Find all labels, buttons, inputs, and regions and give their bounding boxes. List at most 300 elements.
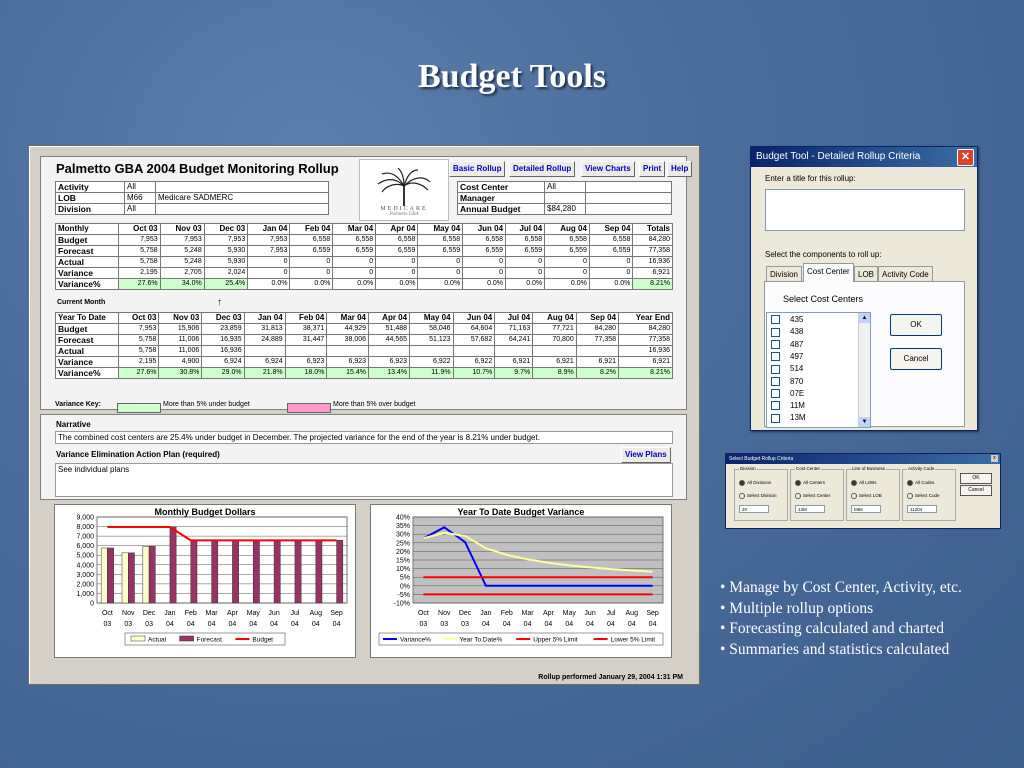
x-tick-label: 04 [544,621,553,628]
table-cell[interactable]: 24,889 [244,335,285,346]
info-desc [156,204,329,215]
table-cell[interactable]: 5,930 [204,246,248,257]
table-cell[interactable]: 6,921 [495,357,533,368]
ytd-chart [370,504,672,658]
total-cell[interactable]: 77,358 [633,246,673,257]
table-cell[interactable]: 0 [290,257,333,268]
table-cell[interactable]: 6,923 [327,357,369,368]
monthly-chart-title: Monthly Budget Dollars [154,507,256,517]
criteria-group [790,466,844,521]
table-cell[interactable]: 0.0% [545,279,590,290]
table-cell[interactable]: 27.6% [119,279,161,290]
cost-center-label: 07E [790,388,805,398]
checkbox[interactable] [771,414,780,423]
month-header: Mar 04 [333,224,376,235]
criteria-select[interactable]: M66 [851,505,881,513]
table-cell[interactable] [576,346,618,357]
table-cell[interactable]: 44,929 [327,324,369,335]
total-cell[interactable]: 84,280 [633,235,673,246]
table-cell[interactable] [327,346,369,357]
bar-actual [122,553,128,603]
x-tick-label: Jan [480,610,492,617]
cost-center-label: 11M [790,401,805,411]
month-header: Jun 04 [463,224,506,235]
table-cell[interactable]: 6,923 [369,357,410,368]
table-cell[interactable] [369,346,410,357]
table-cell[interactable]: 6,558 [333,235,376,246]
table-cell[interactable]: 38,006 [327,335,369,346]
rollup-footer: Rollup performed January 29, 2004 1:31 PM [538,674,683,681]
close-icon[interactable]: ✕ [957,149,974,166]
table-cell[interactable]: 5,248 [160,257,204,268]
legend-label: Budget [252,636,274,644]
table-cell[interactable]: 6,558 [290,235,333,246]
bullet-item: • Manage by Cost Center, Activity, etc. [720,579,962,596]
month-header: Apr 04 [369,313,410,324]
help-button[interactable]: Help [667,161,692,177]
table-cell[interactable]: 38,371 [285,324,327,335]
y-tick-label: 25% [395,540,410,548]
table-cell[interactable]: 6,559 [463,246,506,257]
table-cell[interactable]: 70,800 [533,335,576,346]
table-cell[interactable]: 2,195 [119,357,159,368]
table-cell[interactable]: 6,924 [202,357,244,368]
radio-select[interactable] [795,493,830,499]
table-cell[interactable]: 30.8% [159,368,202,379]
criteria-select[interactable]: 20 [739,505,769,513]
table-cell[interactable]: 51,488 [369,324,410,335]
rollup-title-input[interactable] [765,189,965,231]
detailed-rollup-button[interactable]: Detailed Rollup [509,161,575,177]
table-cell[interactable]: 2,024 [204,268,248,279]
radio-icon[interactable] [907,493,913,499]
table-cell[interactable]: 6,559 [290,246,333,257]
table-cell[interactable]: 0 [333,268,376,279]
table-cell[interactable]: 0 [506,257,545,268]
table-cell[interactable]: 6,559 [506,246,545,257]
table-cell[interactable]: 6,559 [376,246,418,257]
radio-label: Select Center [803,493,831,499]
y-tick-label: 5% [399,574,410,582]
radio-all[interactable] [907,480,934,486]
table-cell[interactable] [495,346,533,357]
x-tick-label: Jun [584,610,596,617]
info-value[interactable]: M66 [125,193,156,204]
checkbox[interactable] [771,377,780,386]
tab-cost-center[interactable]: Cost Center [803,263,854,282]
table-cell[interactable]: 0 [418,257,463,268]
table-header-label: Monthly [56,224,119,235]
table-cell[interactable] [244,346,285,357]
x-tick-label: 04 [311,621,320,628]
under-budget-swatch [117,403,161,413]
table-cell[interactable]: 6,558 [418,235,463,246]
tab-lob[interactable]: LOB [854,266,878,282]
table-cell[interactable]: 6,559 [589,246,633,257]
radio-select[interactable] [907,493,940,499]
table-cell[interactable]: 5,930 [204,257,248,268]
y-tick-label: 7,000 [76,533,94,541]
checkbox[interactable] [771,389,780,398]
checkbox[interactable] [771,328,780,337]
cost-center-item[interactable] [767,412,806,423]
table-cell[interactable]: 6,559 [333,246,376,257]
table-cell[interactable]: 0 [248,268,290,279]
table-cell[interactable]: 6,921 [533,357,576,368]
table-cell[interactable]: 64,241 [495,335,533,346]
tab-activity-code[interactable]: Activity Code [878,266,933,282]
table-cell[interactable]: 18.0% [285,368,327,379]
close-icon[interactable]: x [991,455,998,462]
y-tick-label: 30% [395,531,410,539]
row-label: Variance [56,357,119,368]
month-header: Jan 04 [248,224,290,235]
x-tick-label: May [562,610,576,617]
bar-forecast [128,553,134,603]
radio-icon[interactable] [795,493,801,499]
x-tick-label: 04 [249,621,258,628]
criteria-select[interactable]: 13M [795,505,825,513]
y-tick-label: 8,000 [76,524,94,532]
ytd-chart-title: Year To Date Budget Variance [457,507,585,517]
checkbox[interactable] [771,401,780,410]
table-cell[interactable]: 15,906 [159,324,202,335]
table-cell[interactable]: 0 [589,268,633,279]
table-cell[interactable]: 0.0% [463,279,506,290]
table-cell[interactable]: 0 [463,268,506,279]
table-row [56,368,673,379]
x-tick-label: 04 [607,621,615,628]
table-cell[interactable]: 0 [589,257,633,268]
table-cell[interactable]: 7,953 [119,324,159,335]
table-cell[interactable]: 0 [463,257,506,268]
table-cell[interactable]: 4,900 [159,357,202,368]
logo-sub: Palmetto GBA [389,212,419,217]
scroll-down-icon[interactable]: ▼ [859,417,870,427]
table-cell[interactable]: 51,123 [410,335,454,346]
table-cell[interactable]: 6,924 [244,357,285,368]
radio-icon[interactable] [795,480,801,486]
info-desc: Medicare SADMERC [156,193,329,204]
checkbox[interactable] [771,315,780,324]
radio-all[interactable] [795,480,825,486]
tab-division[interactable]: Division [766,266,802,282]
table-cell[interactable]: 29.0% [202,368,244,379]
y-tick-label: 0% [399,583,410,591]
x-tick-label: May [246,610,260,617]
over-budget-label: More than 5% over budget [333,401,416,408]
table-cell[interactable]: 0 [506,268,545,279]
total-cell[interactable]: 16,936 [619,346,673,357]
table-cell[interactable]: 8.2% [576,368,618,379]
cost-center-item[interactable] [767,351,803,362]
bar-forecast [253,540,259,603]
x-tick-label: 04 [523,621,532,628]
scroll-up-icon[interactable]: ▲ [859,313,870,323]
table-cell[interactable]: 6,558 [545,235,590,246]
action-plan-text[interactable]: See individual plans [55,463,673,497]
table-cell[interactable]: 0.0% [333,279,376,290]
y-tick-label: 4,000 [76,562,94,570]
table-cell[interactable]: 0 [545,257,590,268]
table-cell[interactable]: 44,565 [369,335,410,346]
radio-all[interactable] [851,480,877,486]
x-tick-label: Jun [268,610,280,617]
x-tick-label: Feb [184,610,197,617]
radio-select[interactable] [851,493,882,499]
table-cell[interactable]: 6,558 [506,235,545,246]
cost-center-label: 438 [790,327,804,337]
monthly-chart-svg [55,505,355,657]
month-header: Nov 03 [160,224,204,235]
month-header: Apr 04 [376,224,418,235]
cost-center-item[interactable] [767,376,803,387]
ok-button[interactable]: OK [960,473,992,484]
bar-forecast [191,540,197,603]
table-cell[interactable]: 5,248 [160,246,204,257]
table-cell[interactable] [410,346,454,357]
table-cell[interactable]: 0.0% [290,279,333,290]
table-cell[interactable]: 15.4% [327,368,369,379]
table-cell[interactable]: 27.6% [119,368,159,379]
palmetto-tree-icon [374,168,434,206]
radio-label: Select Division [747,493,777,499]
y-tick-label: 40% [395,514,410,522]
table-cell[interactable]: 6,923 [285,357,327,368]
radio-all[interactable] [739,480,771,486]
cost-center-item[interactable] [767,388,804,399]
table-cell[interactable]: 13.4% [369,368,410,379]
x-tick-label: 04 [502,621,511,628]
table-cell[interactable]: 7,953 [248,246,290,257]
criteria-select[interactable]: 11204 [907,505,937,513]
table-cell[interactable]: 0 [290,268,333,279]
table-header-row [56,224,673,235]
table-cell[interactable]: 64,604 [453,324,495,335]
y-tick-label: 1,000 [76,590,94,598]
current-month-label: Current Month [57,299,106,306]
table-cell[interactable]: 11.9% [410,368,454,379]
radio-label: All Divisions [747,480,772,486]
table-row [56,268,673,279]
table-cell[interactable]: 16,936 [202,346,244,357]
slide-title: Budget Tools [417,58,607,95]
table-cell[interactable]: 0 [248,257,290,268]
x-tick-label: 04 [270,621,278,628]
cost-center-item[interactable] [767,400,805,411]
table-cell[interactable]: 77,358 [576,335,618,346]
row-label: Budget [56,324,119,335]
table-cell[interactable]: 0.0% [589,279,633,290]
y-tick-label: 20% [395,548,410,556]
table-cell[interactable]: 84,280 [576,324,618,335]
cost-center-item[interactable] [767,339,803,350]
table-row [56,346,673,357]
total-cell[interactable]: 8.21% [633,279,673,290]
table-cell[interactable]: 2,195 [119,268,161,279]
table-cell[interactable]: 34.0% [160,279,204,290]
info-label: LOB [56,193,125,204]
info-value[interactable]: $84,280 [545,204,586,215]
cost-center-item[interactable] [767,363,803,374]
table-cell[interactable]: 8.9% [533,368,576,379]
x-tick-label: 03 [461,621,469,628]
table-cell[interactable]: 6,922 [410,357,454,368]
table-cell[interactable]: 5,758 [119,257,161,268]
x-tick-label: 04 [291,621,299,628]
x-tick-label: 03 [103,621,112,628]
table-cell[interactable]: 0.0% [248,279,290,290]
ytd-table [55,312,673,379]
x-tick-label: 04 [186,621,195,628]
table-cell[interactable]: 0 [333,257,376,268]
table-cell[interactable]: 0 [545,268,590,279]
x-tick-label: Jul [606,610,616,617]
table-cell[interactable]: 9.7% [495,368,533,379]
table-cell[interactable]: 6,922 [453,357,495,368]
table-cell[interactable]: 10.7% [453,368,495,379]
checkbox[interactable] [771,365,780,374]
table-cell[interactable]: 7,953 [204,235,248,246]
month-header: Dec 03 [202,313,244,324]
table-cell[interactable]: 7,953 [248,235,290,246]
y-tick-label: -10% [393,600,410,608]
variance-key-label: Variance Key: [55,401,101,408]
radio-icon[interactable] [851,480,857,486]
narrative-text[interactable]: The combined cost centers are 25.4% under budget in December. The projected variance for the end of the year is 8.21% under budget. [55,431,673,444]
table-cell[interactable]: 31,447 [285,335,327,346]
table-cell[interactable]: 7,953 [160,235,204,246]
checkbox[interactable] [771,352,780,361]
table-cell[interactable]: 0 [376,257,418,268]
info-value[interactable] [545,193,586,204]
table-cell[interactable]: 6,558 [376,235,418,246]
radio-icon[interactable] [739,480,745,486]
info-value[interactable]: All [125,182,156,193]
ok-button[interactable]: OK [890,314,942,336]
table-cell[interactable]: 6,559 [545,246,590,257]
total-cell[interactable]: 6,921 [633,268,673,279]
table-cell[interactable]: 5,758 [119,335,159,346]
table-cell[interactable] [453,346,495,357]
table-cell[interactable]: 23,859 [202,324,244,335]
month-header: Aug 04 [545,224,590,235]
cost-center-item[interactable] [767,326,803,337]
bar-forecast [316,540,322,603]
x-tick-label: Jul [290,610,300,617]
total-cell[interactable]: 84,280 [619,324,673,335]
x-tick-label: Jan [164,610,176,617]
radio-select[interactable] [739,493,777,499]
total-cell[interactable]: 16,936 [633,257,673,268]
table-cell[interactable]: 0 [418,268,463,279]
table-cell[interactable] [533,346,576,357]
info-value[interactable]: All [125,204,156,215]
bar-actual [143,546,149,603]
info-value[interactable]: All [545,182,586,193]
bullet-item: • Summaries and statistics calculated [720,640,950,658]
x-tick-label: Oct [101,610,113,617]
table-cell[interactable]: 6,559 [418,246,463,257]
view-charts-button[interactable]: View Charts [581,161,635,177]
table-cell[interactable]: 31,813 [244,324,285,335]
table-cell[interactable]: 0.0% [506,279,545,290]
x-tick-label: 04 [648,621,657,628]
table-cell[interactable]: 6,558 [463,235,506,246]
narrative-label: Narrative [56,420,91,429]
legend-swatch [180,636,194,641]
bar-forecast [212,540,218,603]
month-header: Oct 03 [119,224,161,235]
cost-center-item[interactable] [767,314,803,325]
table-cell[interactable]: 5,758 [119,246,161,257]
row-label: Forecast [56,246,119,257]
radio-icon[interactable] [851,493,857,499]
table-row [56,246,673,257]
table-cell[interactable]: 11,006 [159,335,202,346]
table-cell[interactable]: 21.8% [244,368,285,379]
table-cell[interactable]: 0.0% [376,279,418,290]
table-cell[interactable]: 25.4% [204,279,248,290]
total-cell[interactable]: 77,358 [619,335,673,346]
info-label: Annual Budget [458,204,545,215]
table-cell[interactable]: 57,682 [453,335,495,346]
view-plans-button[interactable]: View Plans [621,447,671,463]
cost-center-label: 487 [790,339,804,349]
table-cell[interactable]: 0 [376,268,418,279]
basic-rollup-button[interactable]: Basic Rollup [449,161,505,177]
table-cell[interactable]: 71,163 [495,324,533,335]
cancel-button[interactable]: Cancel [960,485,992,496]
cost-center-label: 870 [790,376,804,386]
total-cell[interactable]: 8.21% [619,368,673,379]
legend-label: Forecast [196,636,222,644]
x-tick-label: 04 [586,621,594,628]
group-title: Cost Center [796,466,821,471]
table-cell[interactable]: 6,558 [589,235,633,246]
table-cell[interactable]: 6,921 [576,357,618,368]
list-title: Select Cost Centers [783,294,864,304]
x-tick-label: Sep [330,610,343,617]
radio-icon[interactable] [739,493,745,499]
total-cell[interactable]: 6,921 [619,357,673,368]
y-tick-label: 9,000 [76,514,94,522]
print-button[interactable]: Print [639,161,665,177]
table-cell[interactable] [285,346,327,357]
table-cell[interactable]: 11,006 [159,346,202,357]
info-right-table [457,181,672,215]
legend-label: Year To Date% [459,636,503,644]
table-cell[interactable]: 5,758 [119,346,159,357]
table-cell[interactable]: 58,046 [410,324,454,335]
table-cell[interactable]: 2,705 [160,268,204,279]
radio-icon[interactable] [907,480,913,486]
list-scrollbar[interactable] [858,313,870,427]
cost-center-list[interactable] [766,312,871,428]
table-row [56,257,673,268]
x-tick-label: Aug [309,610,322,617]
table-cell[interactable]: 77,721 [533,324,576,335]
table-cell[interactable]: 7,953 [119,235,161,246]
table-cell[interactable]: 16,935 [202,335,244,346]
cancel-button[interactable]: Cancel [890,348,942,370]
criteria-group [902,466,956,521]
row-label: Variance% [56,279,119,290]
checkbox[interactable] [771,340,780,349]
feature-bullets [720,578,962,660]
table-cell[interactable]: 0.0% [418,279,463,290]
bar-actual [101,548,107,603]
